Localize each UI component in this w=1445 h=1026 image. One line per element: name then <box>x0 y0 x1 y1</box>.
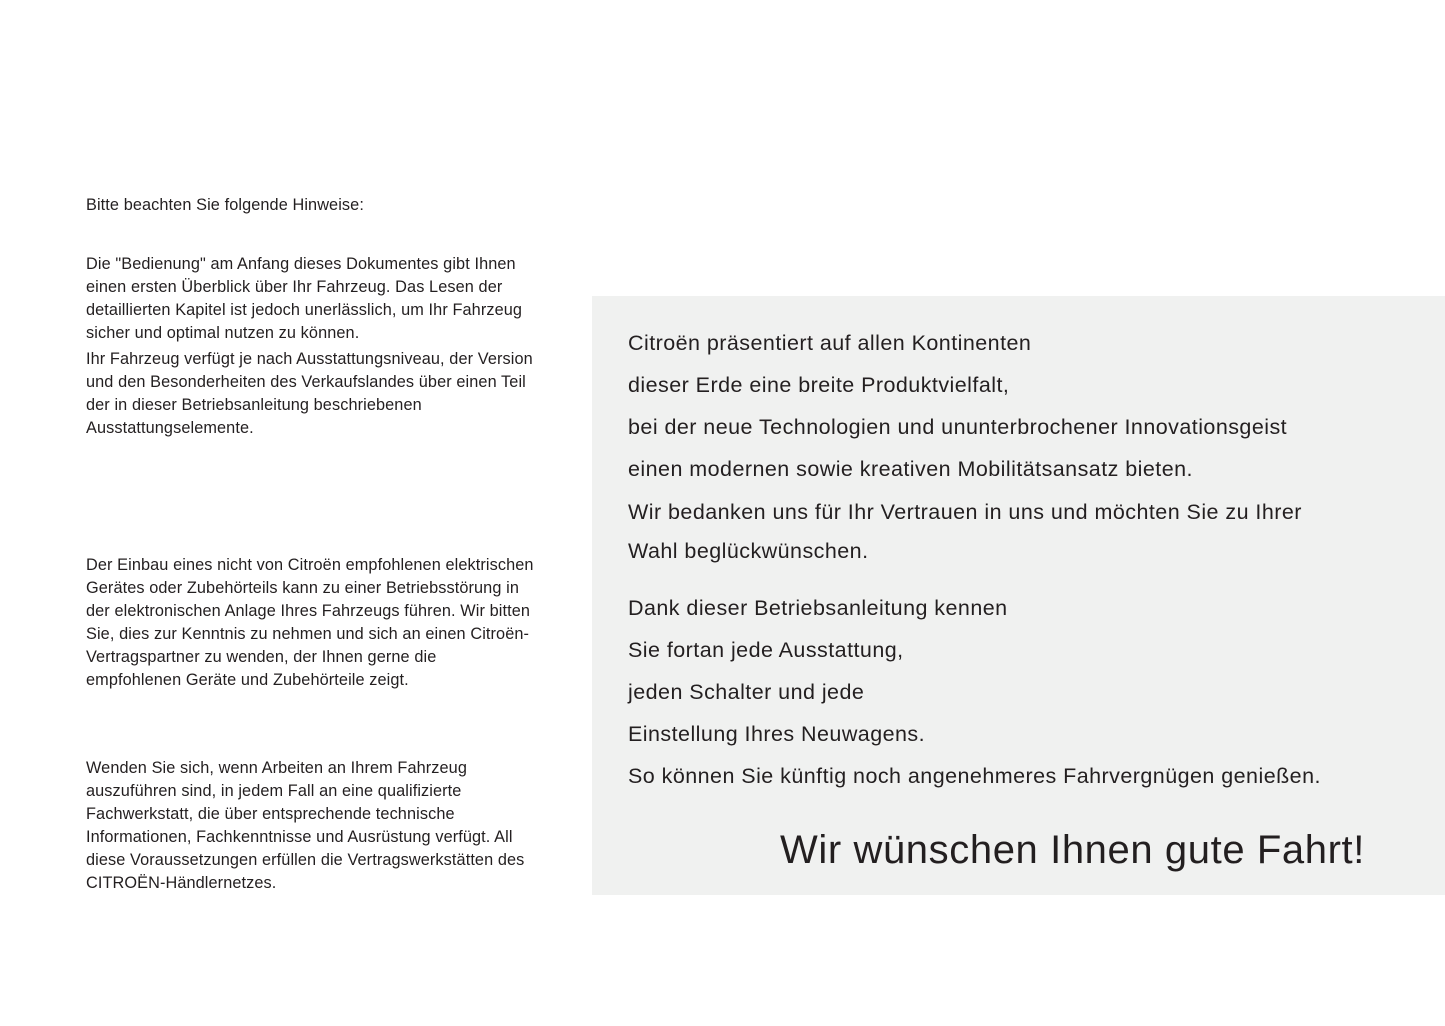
welcome-panel <box>592 296 1445 895</box>
note-operation-paragraph: Die "Bedienung" am Anfang dieses Dokumentes gibt Ihnen einen ersten Überblick über Ihr Fahrzeug. Das Lesen der detaillierten Kapitel ist jedoch unerlässlich, um Ihr Fahrzeug sicher und optimal nutzen zu können. <box>86 255 523 342</box>
note-equipment-paragraph: Ihr Fahrzeug verfügt je nach Ausstattungsniveau, der Version und den Besonderheiten des Verkaufslandes über einen Teil der in dieser Betriebsanleitung beschriebenen Ausstattungselemente. <box>86 350 533 437</box>
intro-line: bei der neue Technologien und ununterbrochener Innovationsgeist <box>628 415 1288 439</box>
note-workshop: Wenden Sie sich, wenn Arbeiten an Ihrem Fahrzeug auszuführen sind, in jedem Fall an eine qualifizierte Fachwerkstatt, die über entsprechende technische Informationen, Fachkenntnisse und Ausrüstung verfügt. All diese Voraussetzungen erfüllen die Vertragswerkstätten des CITROËN-Händlernetzes. <box>86 759 525 892</box>
note-operation-overview <box>86 253 536 440</box>
intro-line: Wahl beglückwünschen. <box>628 539 869 563</box>
closing-greeting: Wir wünschen Ihnen gute Fahrt! <box>780 828 1365 872</box>
guide-line: Dank dieser Betriebsanleitung kennen <box>628 596 1008 620</box>
intro-line: dieser Erde eine breite Produktvielfalt, <box>628 373 1010 397</box>
guide-line: Einstellung Ihres Neuwagens. <box>628 722 926 746</box>
intro-line: einen modernen sowie kreativen Mobilitätsansatz bieten. <box>628 457 1193 481</box>
note-accessories: Der Einbau eines nicht von Citroën empfohlenen elektrischen Gerätes oder Zubehörteils kann zu einer Betriebsstörung in der elektronischen Anlage Ihres Fahrzeugs führen. Wir bitten Sie, dies zur Kenntnis zu nehmen und sich an einen Citroën-Vertragspartner zu wenden, der Ihnen gerne die empfohlenen Geräte und Zubehörteile zeigt. <box>86 556 534 689</box>
intro-line: Citroën präsentiert auf allen Kontinenten <box>628 331 1032 355</box>
guide-line: jeden Schalter und jede <box>628 680 865 704</box>
guide-line: So können Sie künftig noch angenehmeres Fahrvergnügen genießen. <box>628 764 1321 788</box>
intro-line: Wir bedanken uns für Ihr Vertrauen in uns und möchten Sie zu Ihrer <box>628 500 1302 524</box>
guide-line: Sie fortan jede Ausstattung, <box>628 638 904 662</box>
notes-heading: Bitte beachten Sie folgende Hinweise: <box>86 196 364 214</box>
